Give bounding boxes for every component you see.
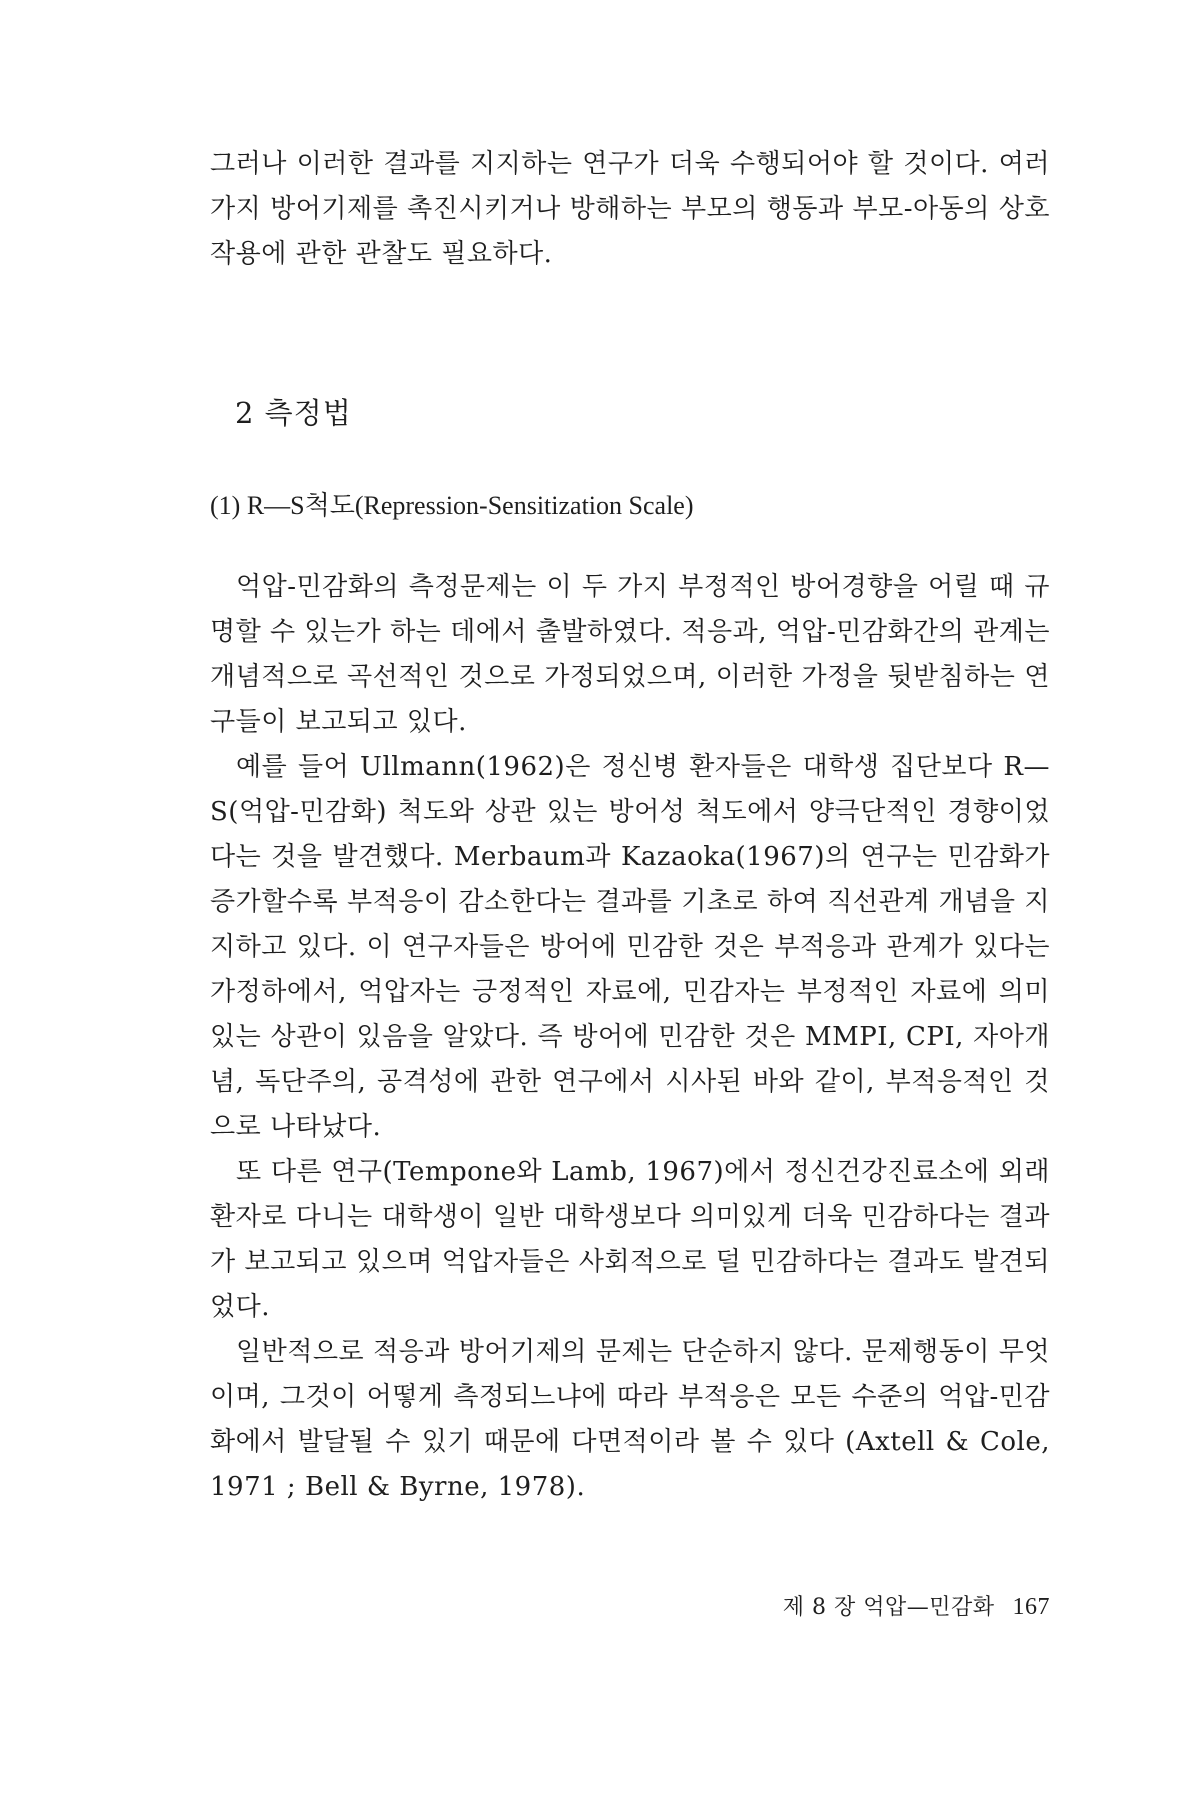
body-text: [210, 565, 1050, 1510]
paragraph-1: 억압-민감화의 측정문제는 이 두 가지 부정적인 방어경향을 어릴 때 규명할 수 있는가 하는 데에서 출발하였다. 적응과, 억압-민감화간의 관계는 개념적으로 곡선적인 것으로 가정되었으며, 이러한 가정을 뒷받침하는 연구들이 보고되고 있다.: [210, 572, 1050, 737]
section-heading: 2 측정법: [235, 396, 352, 430]
intro-paragraph-block: [210, 142, 1050, 277]
page-number: 167: [1012, 1594, 1050, 1620]
paragraph-3: 또 다른 연구(Tempone와 Lamb, 1967)에서 정신건강진료소에 외래환자로 다니는 대학생이 일반 대학생보다 의미있게 더욱 민감하다는 결과가 보고되고 있으며 억압자들은 사회적으로 덜 민감하다는 결과도 발견되었다.: [210, 1157, 1050, 1322]
chapter-running-title: 제 8 장 억압—민감화: [782, 1595, 995, 1620]
intro-paragraph: 그러나 이러한 결과를 지지하는 연구가 더욱 수행되어야 할 것이다. 여러가지 방어기제를 촉진시키거나 방해하는 부모의 행동과 부모-아동의 상호작용에 관한 관찰도 필요하다.: [210, 149, 1050, 269]
page-footer: [783, 1590, 1050, 1625]
paragraph-4: 일반적으로 적응과 방어기제의 문제는 단순하지 않다. 문제행동이 무엇이며, 그것이 어떻게 측정되느냐에 따라 부적응은 모든 수준의 억압-민감화에서 발달될 수 있기 때문에 다면적이라 볼 수 있다 (Axtell & Cole, 1971 ; Bell & Byrne, 1978).: [210, 1337, 1050, 1502]
subsection-heading: (1) R—S척도(Repression-Sensitization Scale): [210, 491, 694, 520]
paragraph-2: 예를 들어 Ullmann(1962)은 정신병 환자들은 대학생 집단보다 R—S(억압-민감화) 척도와 상관 있는 방어성 척도에서 양극단적인 경향이었다는 것을 발견했다. Merbaum과 Kazaoka(1967)의 연구는 민감화가 증가할수록 부적응이 감소한다는 결과를 기초로 하여 직선관계 개념을 지지하고 있다. 이 연구자들은 방어에 민감한 것은 부적응과 관계가 있다는 가정하에서, 억압자는 긍정적인 자료에, 민감자는 부정적인 자료에 의미있는 상관이 있음을 알았다. 즉 방어에 민감한 것은 MMPI, CPI, 자아개념, 독단주의, 공격성에 관한 연구에서 시사된 바와 같이, 부적응적인 것으로 나타났다.: [210, 752, 1050, 1142]
